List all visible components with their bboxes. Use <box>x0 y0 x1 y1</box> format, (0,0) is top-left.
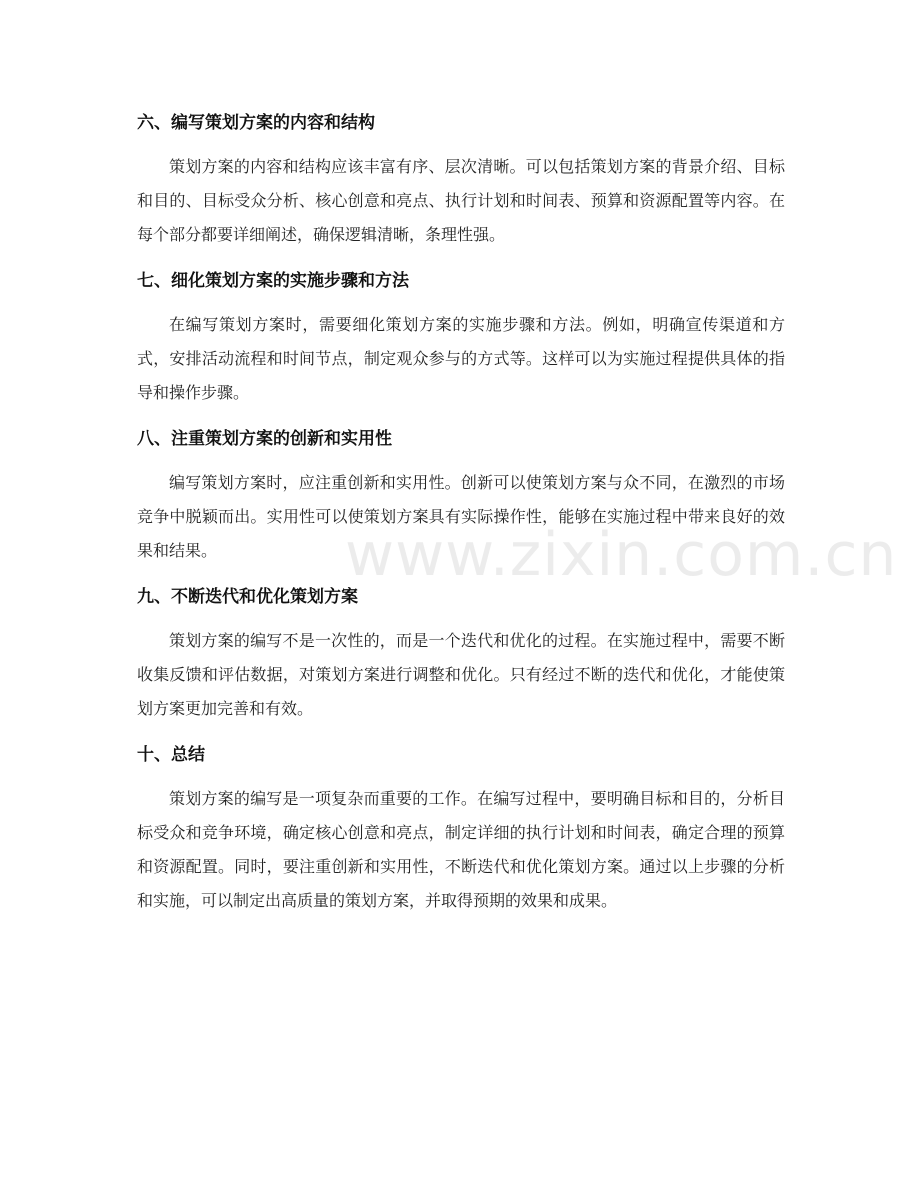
section-heading-6: 六、编写策划方案的内容和结构 <box>137 113 375 133</box>
section-heading-10: 十、总结 <box>137 745 205 765</box>
section-paragraph-10: 策划方案的编写是一项复杂而重要的工作。在编写过程中，要明确目标和目的，分析目标受众和竞争环境，确定核心创意和亮点，制定详细的执行计划和时间表，确定合理的预算和资源配置。同时，要注重创新和实用性，不断迭代和优化策划方案。通过以上步骤的分析和实施，可以制定出高质量的策划方案，并取得预期的效果和成果。 <box>137 789 785 910</box>
section-heading-9: 九、不断迭代和优化策划方案 <box>137 587 358 607</box>
section-paragraph-7: 在编写策划方案时，需要细化策划方案的实施步骤和方法。例如，明确宣传渠道和方式，安排活动流程和时间节点，制定观众参与的方式等。这样可以为实施过程提供具体的指导和操作步骤。 <box>137 315 785 402</box>
section-paragraph-6: 策划方案的内容和结构应该丰富有序、层次清晰。可以包括策划方案的背景介绍、目标和目的、目标受众分析、核心创意和亮点、执行计划和时间表、预算和资源配置等内容。在每个部分都要详细阐述，确保逻辑清晰，条理性强。 <box>137 157 785 244</box>
document-content <box>137 104 785 928</box>
watermark: www.zixin.com.cn <box>345 520 898 590</box>
section-heading-7: 七、细化策划方案的实施步骤和方法 <box>137 271 409 291</box>
section-paragraph-8: 编写策划方案时，应注重创新和实用性。创新可以使策划方案与众不同，在激烈的市场竞争中脱颖而出。实用性可以使策划方案具有实际操作性，能够在实施过程中带来良好的效果和结果。 <box>137 473 785 560</box>
section-heading-8: 八、注重策划方案的创新和实用性 <box>137 429 392 449</box>
section-paragraph-9: 策划方案的编写不是一次性的，而是一个迭代和优化的过程。在实施过程中，需要不断收集反馈和评估数据，对策划方案进行调整和优化。只有经过不断的迭代和优化，才能使策划方案更加完善和有效。 <box>137 631 785 718</box>
